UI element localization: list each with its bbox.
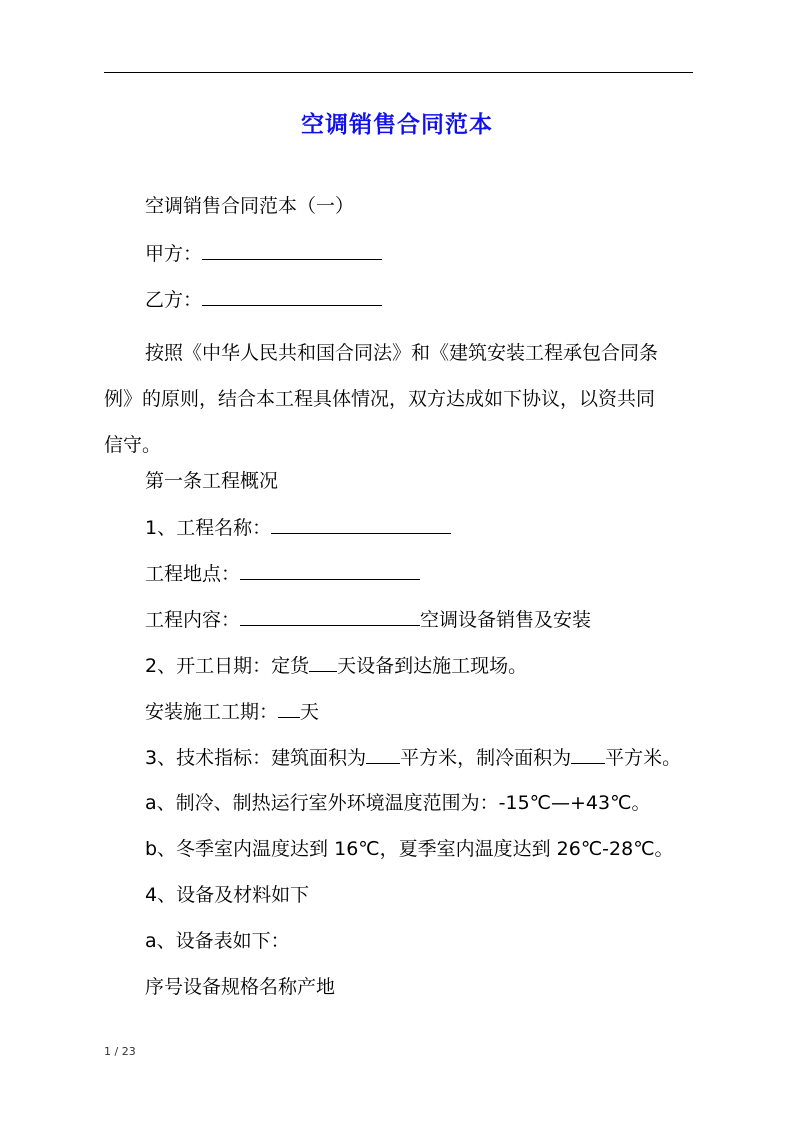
article-4-heading: 4、设备及材料如下 xyxy=(145,884,310,906)
document-title: 空调销售合同范本 xyxy=(301,112,493,138)
table-header-line: 序号设备规格名称产地 xyxy=(145,976,336,998)
article-1-heading: 第一条工程概况 xyxy=(145,470,279,492)
intro-line: 按照《中华人民共和国合同法》和《建筑安装工程承包合同条 xyxy=(145,342,659,364)
project-name-line xyxy=(145,515,451,540)
project-site-line xyxy=(145,561,420,586)
start-date-label: 2、开工日期：定货 xyxy=(145,655,310,677)
party-b-line xyxy=(145,287,382,312)
days-blank xyxy=(278,699,300,718)
start-date-text: 天设备到达施工现场。 xyxy=(337,655,528,677)
header-rule xyxy=(104,72,693,73)
install-period-unit: 天 xyxy=(300,701,320,723)
project-content-label: 工程内容： xyxy=(145,609,241,631)
install-period-line xyxy=(145,699,319,724)
party-a-label: 甲方： xyxy=(145,243,203,265)
start-date-line xyxy=(145,653,527,678)
project-content-line xyxy=(145,607,591,632)
project-site-blank xyxy=(240,561,420,580)
days-blank xyxy=(309,653,337,672)
page-number: 1 / 23 xyxy=(104,1045,136,1058)
party-b-blank xyxy=(202,287,382,306)
contract-subtitle: 空调销售合同范本（一） xyxy=(145,195,355,217)
project-content-blank xyxy=(240,607,420,626)
intro-paragraph xyxy=(104,330,690,468)
tech-spec-text: 平方米，制冷面积为 xyxy=(400,747,572,769)
temp-range-line: a、制冷、制热运行室外环境温度范围为：-15℃—+43℃。 xyxy=(145,792,651,814)
tech-spec-line xyxy=(145,745,681,770)
intro-line: 例》的原则，结合本工程具体情况，双方达成如下协议，以资共同 xyxy=(104,388,656,410)
party-a-blank xyxy=(202,241,382,260)
project-name-label: 1、工程名称： xyxy=(145,517,272,539)
tech-spec-label: 3、技术指标：建筑面积为 xyxy=(145,747,367,769)
party-b-label: 乙方： xyxy=(145,289,203,311)
cooling-area-blank xyxy=(571,745,605,764)
equipment-table-intro: a、设备表如下： xyxy=(145,930,290,952)
project-name-blank xyxy=(271,515,451,534)
indoor-temp-line: b、冬季室内温度达到 16℃，夏季室内温度达到 26℃-28℃。 xyxy=(145,838,674,860)
party-a-line xyxy=(145,241,382,266)
area-blank xyxy=(366,745,400,764)
tech-spec-unit: 平方米。 xyxy=(605,747,682,769)
project-site-label: 工程地点： xyxy=(145,563,241,585)
install-period-label: 安装施工工期： xyxy=(145,701,279,723)
intro-line: 信守。 xyxy=(104,434,162,456)
project-content-value: 空调设备销售及安装 xyxy=(420,609,592,631)
